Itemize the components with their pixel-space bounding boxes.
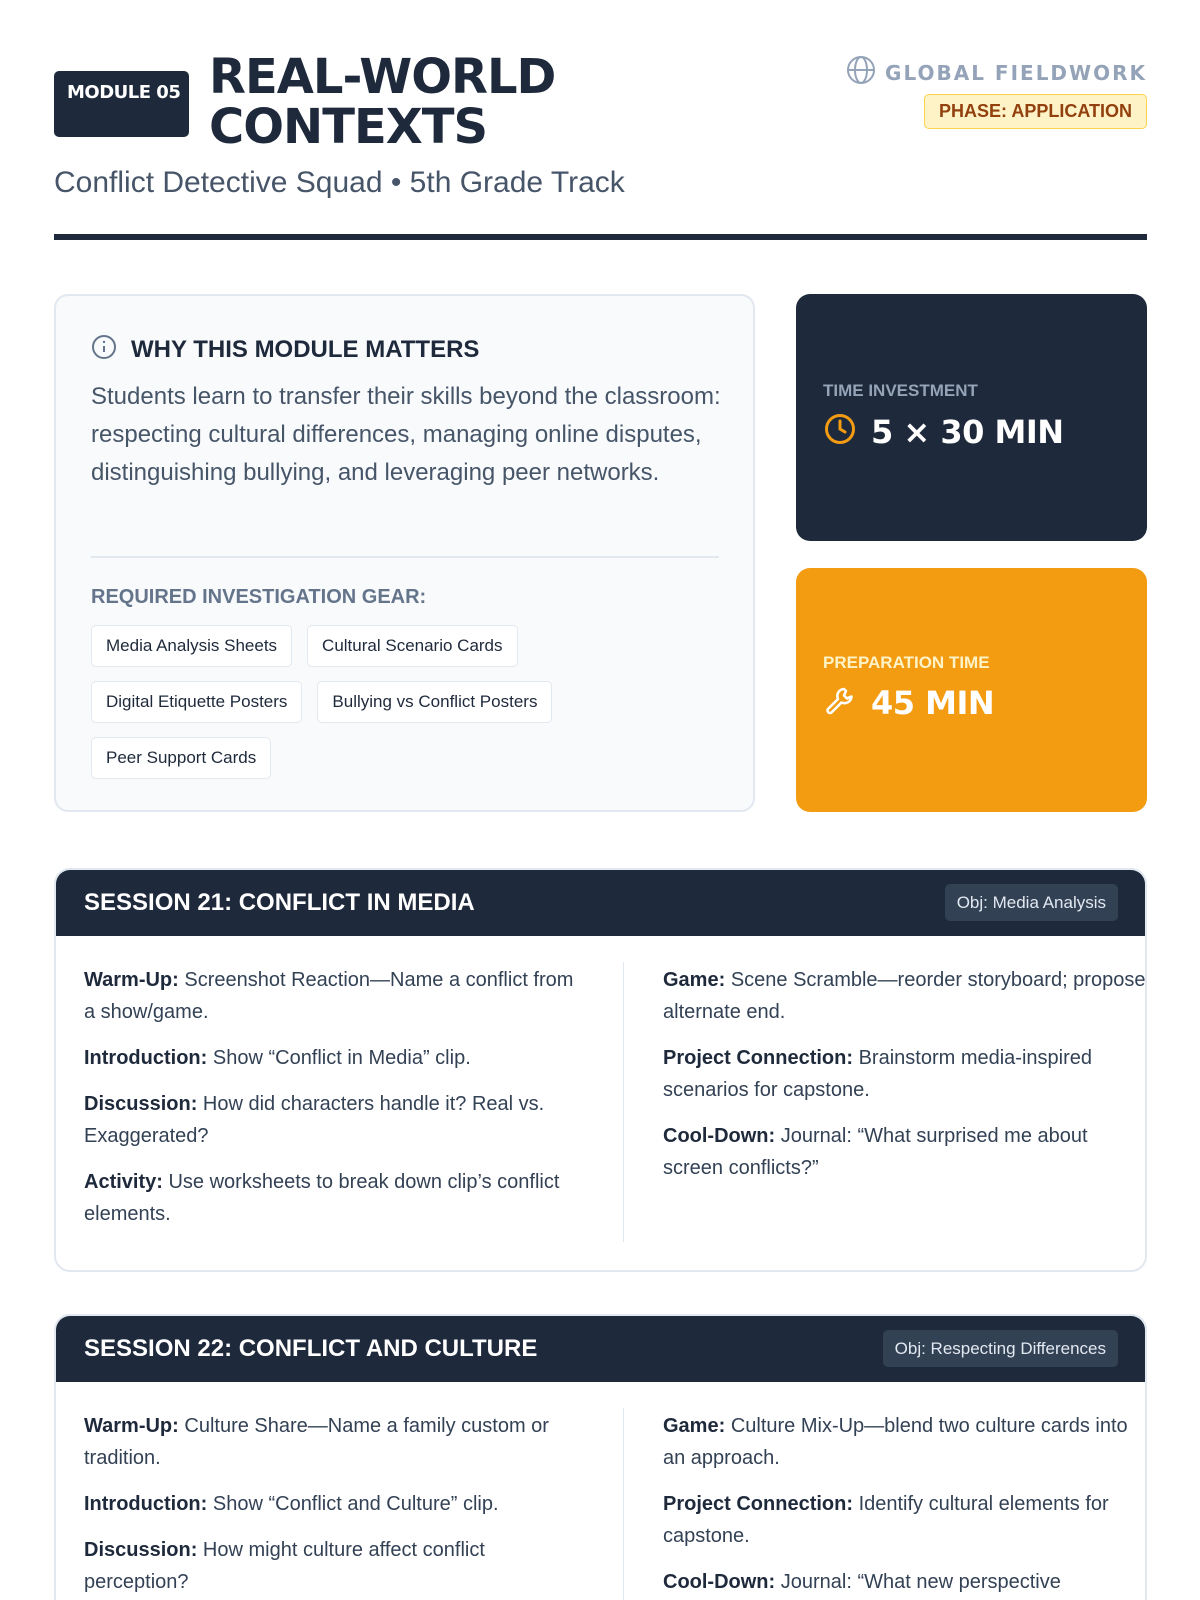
- session-card: [54, 1314, 1147, 1600]
- activity-item: [84, 964, 574, 1028]
- header-divider: [54, 234, 1147, 240]
- page-title-line-2: CONTEXTS: [209, 99, 488, 155]
- activity-text: Culture Share—Name a family custom or tradition.: [84, 1415, 549, 1469]
- time-investment-value: 5 × 30 MIN: [871, 412, 1064, 451]
- activity-text: Show “Conflict and Culture” clip.: [212, 1493, 499, 1515]
- session-header: [56, 870, 1145, 936]
- gear-chip: Digital Etiquette Posters: [91, 681, 302, 723]
- preparation-time-label: PREPARATION TIME: [823, 653, 990, 672]
- column-divider: [623, 1408, 624, 1600]
- preparation-time-value: 45 MIN: [871, 683, 995, 722]
- brand: [845, 54, 1147, 91]
- activity-label: Introduction:: [84, 1493, 208, 1515]
- gear-chip: Media Analysis Sheets: [91, 625, 292, 667]
- brand-label: GLOBAL FIELDWORK: [885, 60, 1147, 85]
- activity-item: [84, 1534, 574, 1598]
- page-title-line-1: REAL-WORLD: [209, 49, 556, 105]
- activity-item: [84, 1488, 574, 1520]
- activity-item: [663, 1410, 1147, 1474]
- column-divider: [623, 962, 624, 1242]
- gear-title: REQUIRED INVESTIGATION GEAR:: [91, 586, 427, 608]
- session-title: SESSION 21: CONFLICT IN MEDIA: [84, 889, 475, 916]
- activity-text: Identify cultural elements for capstone.: [663, 1493, 1109, 1547]
- session-title: SESSION 22: CONFLICT AND CULTURE: [84, 1335, 538, 1362]
- activity-label: Activity:: [84, 1171, 163, 1193]
- page-title: [209, 49, 556, 155]
- activity-item: [663, 1566, 1147, 1598]
- activity-item: [84, 1088, 574, 1152]
- activity-item: [663, 964, 1147, 1028]
- page-subtitle: Conflict Detective Squad • 5th Grade Track: [54, 166, 625, 199]
- gear-list: [91, 625, 731, 793]
- why-description: Students learn to transfer their skills beyond the classroom: respecting cultural differences, managing online disputes, distinguishing bullying, and leveraging peer networks.: [91, 383, 721, 486]
- session-header: [56, 1316, 1145, 1382]
- clock-icon: [823, 412, 857, 451]
- activity-item: [84, 1410, 574, 1474]
- gear-chip: Peer Support Cards: [91, 737, 271, 779]
- wrench-icon: [823, 683, 857, 722]
- activity-text: Culture Mix-Up—blend two culture cards into an approach.: [663, 1415, 1128, 1469]
- globe-icon: [845, 54, 877, 91]
- activity-label: Cool-Down:: [663, 1125, 776, 1147]
- activity-text: Show “Conflict in Media” clip.: [212, 1047, 471, 1069]
- gear-chip: Cultural Scenario Cards: [307, 625, 517, 667]
- session-left-column: [84, 1410, 574, 1600]
- time-investment-label: TIME INVESTMENT: [823, 381, 978, 400]
- activity-text: Screenshot Reaction—Name a conflict from a show/game.: [84, 969, 574, 1023]
- activity-label: Project Connection:: [663, 1493, 854, 1515]
- why-title: WHY THIS MODULE MATTERS: [131, 335, 480, 363]
- activity-item: [84, 1042, 574, 1074]
- objective-badge: Obj: Respecting Differences: [883, 1330, 1118, 1367]
- session-card: [54, 868, 1147, 1272]
- why-card: [54, 294, 755, 812]
- activity-label: Discussion:: [84, 1539, 198, 1561]
- why-divider: [91, 556, 719, 558]
- activity-item: [663, 1042, 1147, 1106]
- time-investment-card: [796, 294, 1147, 541]
- activity-label: Cool-Down:: [663, 1571, 776, 1593]
- session-right-column: [663, 964, 1147, 1198]
- activity-text: Brainstorm media-inspired scenarios for capstone.: [663, 1047, 1092, 1101]
- activity-item: [84, 1166, 574, 1230]
- activity-label: Warm-Up:: [84, 1415, 179, 1437]
- activity-label: Game:: [663, 1415, 726, 1437]
- session-left-column: [84, 964, 574, 1244]
- activity-text: How might culture affect conflict perception?: [84, 1539, 485, 1593]
- module-badge-label: MODULE 05: [67, 82, 181, 103]
- activity-label: Game:: [663, 969, 726, 991]
- activity-text: Journal: “What new perspective: [780, 1571, 1061, 1593]
- why-heading: [91, 334, 479, 365]
- activity-label: Introduction:: [84, 1047, 208, 1069]
- activity-item: [663, 1120, 1147, 1184]
- session-right-column: [663, 1410, 1147, 1600]
- activity-text: Use worksheets to break down clip’s conflict elements.: [84, 1171, 560, 1225]
- page-header: [54, 0, 1147, 242]
- preparation-time-card: [796, 568, 1147, 812]
- info-icon: [91, 334, 117, 365]
- activity-text: Scene Scramble—reorder storyboard; propose alternate end.: [663, 969, 1146, 1023]
- activity-item: [663, 1488, 1147, 1552]
- activity-label: Project Connection:: [663, 1047, 854, 1069]
- objective-badge: Obj: Media Analysis: [945, 884, 1118, 921]
- activity-label: Warm-Up:: [84, 969, 179, 991]
- activity-label: Discussion:: [84, 1093, 198, 1115]
- phase-badge: PHASE: APPLICATION: [924, 94, 1147, 129]
- activity-text: How did characters handle it? Real vs. Exaggerated?: [84, 1093, 545, 1147]
- gear-chip: Bullying vs Conflict Posters: [317, 681, 552, 723]
- activity-text: Journal: “What surprised me about screen conflicts?”: [663, 1125, 1088, 1179]
- module-badge: [54, 71, 189, 137]
